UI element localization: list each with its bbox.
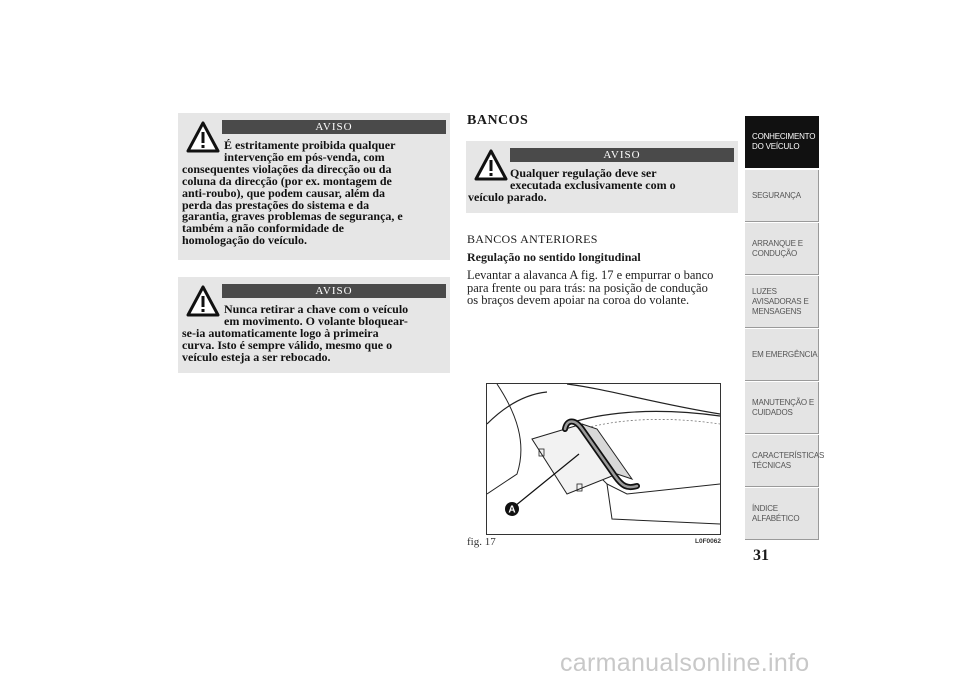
body-paragraph: Levantar a alavanca A fig. 17 e empurrar o banco para frente ou para trás: na posição de condução os braços devem apoiar na coroa do volante. <box>467 268 714 308</box>
watermark: carmanualsonline.info <box>560 649 810 677</box>
warning-text-3: Qualquer regulação deve ser executada exclusivamente com o veículo parado. <box>468 166 676 204</box>
warning-title-bar: AVISO <box>222 284 446 298</box>
tab-seguranca[interactable]: SEGURANÇA <box>745 170 819 222</box>
figure-code: L0F0062 <box>695 538 722 545</box>
seat-lever-figure <box>486 383 721 535</box>
tab-manutencao-e-cuidados[interactable]: MANUTENÇÃO E CUIDADOS <box>745 382 819 434</box>
tab-indice-alfabetico[interactable]: ÍNDICE ALFABÉTICO <box>745 488 819 540</box>
page-number: 31 <box>753 547 769 564</box>
warning-text-1: É estritamente proibida qualquer intervenção em pós-venda, com consequentes violações da direcção ou da coluna da direcção (por ex. montagem de anti-roubo), que podem causar, além da perda das prestações do sistema e da garantia, graves problemas de segurança, e também a não conformidade de homologação do veículo. <box>182 138 403 248</box>
subsection-title: BANCOS ANTERIORES <box>467 232 598 246</box>
section-title: BANCOS <box>467 113 529 128</box>
warning-text-2: Nunca retirar a chave com o veículo em movimento. O volante bloquear- se-ia automaticamente logo à primeira curva. Isto é sempre válido, mesmo que o veículo esteja a ser rebocado. <box>182 302 409 364</box>
seat-illustration <box>487 384 720 534</box>
tab-em-emergencia[interactable]: EM EMERGÊNCIA <box>745 329 819 381</box>
sub-heading: Regulação no sentido longitudinal <box>467 250 641 264</box>
warning-box-1 <box>178 113 450 260</box>
warning-box-3 <box>466 141 738 213</box>
warning-title-bar: AVISO <box>510 148 734 162</box>
warning-title-bar: AVISO <box>222 120 446 134</box>
warning-box-2 <box>178 277 450 373</box>
callout-a-label: A <box>508 504 516 516</box>
tab-conhecimento-do-veiculo[interactable]: CONHECIMENTO DO VEÍCULO <box>745 116 819 168</box>
tab-arranque-e-conducao[interactable]: ARRANQUE E CONDUÇÃO <box>745 223 819 275</box>
tab-caracteristicas-tecnicas[interactable]: CARACTERÍSTICAS TÉCNICAS <box>745 435 819 487</box>
figure-caption: fig. 17 <box>467 536 496 548</box>
tab-luzes-avisadoras[interactable]: LUZES AVISADORAS E MENSAGENS <box>745 276 819 328</box>
